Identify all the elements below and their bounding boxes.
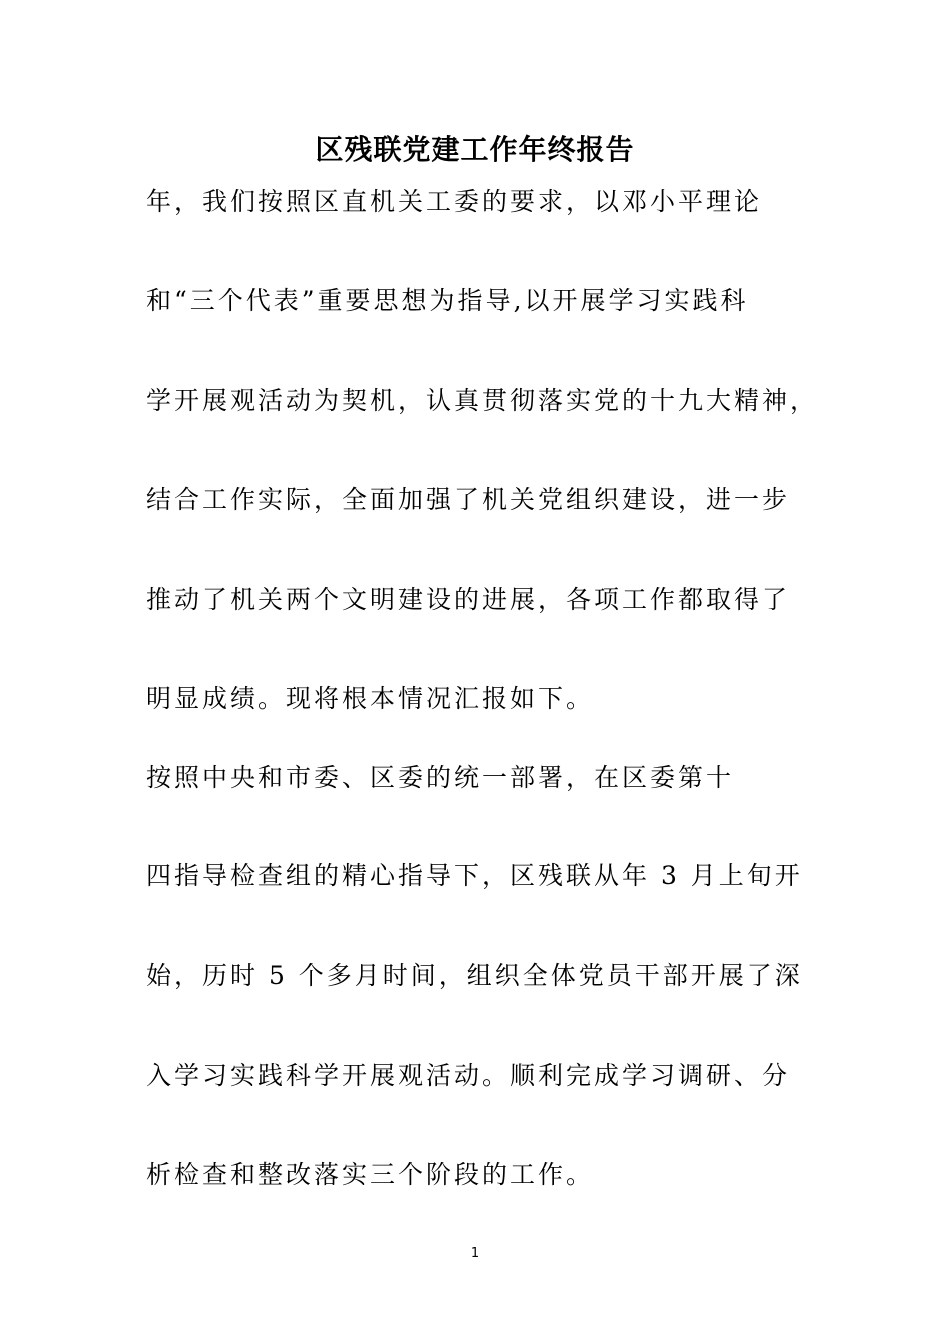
paragraph-line: 始，历时 5 个多月时间，组织全体党员干部开展了深 (146, 961, 803, 990)
document-title: 区残联党建工作年终报告 (315, 133, 635, 166)
paragraph-line: 结合工作实际，全面加强了机关党组织建设，进一步 (146, 485, 791, 514)
paragraph-line: 推动了机关两个文明建设的进展，各项工作都取得了 (146, 585, 791, 614)
page-number: 1 (470, 1246, 480, 1261)
paragraph-line: 和“三个代表”重要思想为指导,以开展学习实践科 (146, 286, 749, 315)
paragraph-line: 明显成绩。现将根本情况汇报如下。 (146, 684, 595, 713)
paragraph-line: 学开展观活动为契机，认真贯彻落实党的十九大精神， (146, 386, 819, 415)
paragraph-line: 析检查和整改落实三个阶段的工作。 (146, 1160, 595, 1189)
paragraph-line: 年，我们按照区直机关工委的要求，以邓小平理论 (146, 187, 763, 216)
paragraph-line: 按照中央和市委、区委的统一部署，在区委第十 (146, 763, 735, 792)
paragraph-line: 入学习实践科学开展观活动。顺利完成学习调研、分 (146, 1061, 791, 1090)
paragraph-line: 四指导检查组的精心指导下，区残联从年 3 月上旬开 (146, 861, 803, 890)
